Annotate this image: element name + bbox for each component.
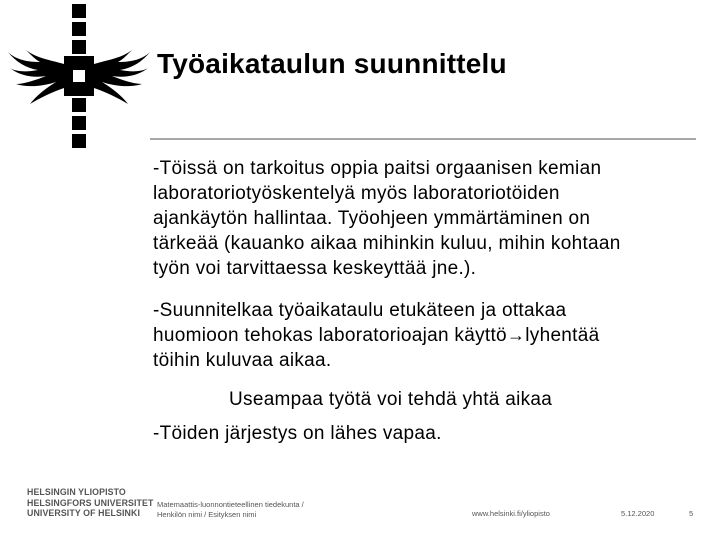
title-divider bbox=[150, 138, 696, 140]
footer-date: 5.12.2020 bbox=[621, 509, 655, 518]
text-line: ajankäytön hallintaa. Työohjeen ymmärtäminen on bbox=[153, 208, 591, 229]
text-line: tärkeää (kauanko aikaa mihinkin kuluu, mihin kohtaan bbox=[153, 233, 621, 254]
text-segment: lyhentää bbox=[525, 325, 600, 346]
paragraph-learning-goals bbox=[153, 156, 693, 281]
text-line bbox=[153, 323, 693, 348]
text-line: työn voi tarvittaessa keskeyttää jne.). bbox=[153, 258, 477, 279]
paragraph-work-order: -Töiden järjestys on lähes vapaa. bbox=[153, 423, 442, 444]
text-line: -Suunnitelkaa työaikataulu etukäteen ja ottakaa bbox=[153, 300, 567, 321]
text-segment: huomioon tehokas laboratorioajan käyttö bbox=[153, 325, 507, 346]
footer-presenter: Henkilön nimi / Esityksen nimi bbox=[157, 509, 257, 519]
university-logo-icon bbox=[6, 4, 154, 148]
text-line: -Töissä on tarkoitus oppia paitsi orgaanisen kemian bbox=[153, 158, 602, 179]
text-line: laboratoriotyöskentelyä myös laboratoriotöiden bbox=[153, 183, 560, 204]
text-line: töihin kuluvaa aikaa. bbox=[153, 350, 332, 371]
paragraph-plan-schedule bbox=[153, 298, 693, 373]
footer-university-name bbox=[27, 487, 153, 519]
right-arrow-icon: → bbox=[506, 325, 526, 345]
footer-logo-line: UNIVERSITY OF HELSINKI bbox=[27, 508, 140, 518]
footer-url: www.helsinki.fi/yliopisto bbox=[472, 509, 550, 518]
slide-title: Työaikataulun suunnittelu bbox=[157, 48, 507, 79]
footer-presenter-info bbox=[157, 500, 304, 519]
footer-logo-line: HELSINGFORS UNIVERSITET bbox=[27, 497, 154, 508]
footer-faculty: Matemaattis-luonnontieteellinen tiedekunta / bbox=[157, 500, 304, 509]
paragraph-parallel-work: Useampaa työtä voi tehdä yhtä aikaa bbox=[229, 389, 553, 410]
footer-logo-line: HELSINGIN YLIOPISTO bbox=[27, 487, 126, 497]
footer-page-number: 5 bbox=[689, 509, 694, 518]
